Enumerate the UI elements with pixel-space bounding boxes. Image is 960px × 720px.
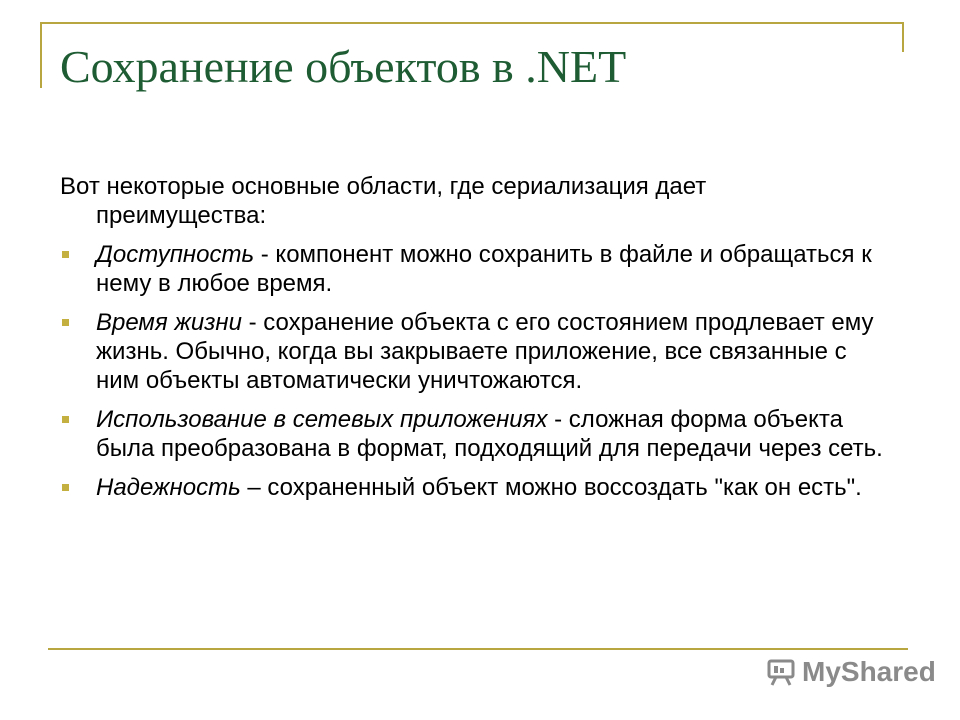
presentation-board-icon	[766, 657, 796, 687]
bullet-term: Использование в сетевых приложениях	[96, 406, 548, 433]
bullet-item-accessibility	[60, 240, 890, 298]
intro-line-1: Вот некоторые основные области, где сериализация дает	[60, 173, 707, 200]
square-bullet-icon	[62, 319, 69, 326]
myshared-logo	[766, 656, 936, 688]
slide-content	[60, 172, 890, 502]
bullet-text: – сохраненный объект можно воссоздать "как он есть".	[240, 474, 862, 501]
bullet-term: Время жизни	[96, 309, 242, 336]
square-bullet-icon	[62, 251, 69, 258]
square-bullet-icon	[62, 484, 69, 491]
slide-title: Сохранение объектов в .NET	[60, 41, 627, 92]
bullet-term: Надежность	[96, 474, 241, 501]
bullet-item-lifetime	[60, 308, 890, 395]
bullet-text: - компонент можно сохранить в файле и обращаться к нему в любое время.	[96, 241, 872, 297]
bullet-text: - сохранение объекта с его состоянием продлевает ему жизнь. Обычно, когда вы закрываете приложение, все связанные с ним объекты автоматически уничтожаются.	[96, 309, 874, 394]
right-divider	[902, 22, 904, 52]
logo-text: MyShared	[802, 656, 936, 687]
bullet-term: Доступность	[96, 241, 255, 268]
bullet-item-network	[60, 405, 890, 463]
top-divider	[40, 22, 904, 24]
square-bullet-icon	[62, 416, 69, 423]
bottom-divider	[48, 648, 908, 650]
bullet-text: - сложная форма объекта была преобразована в формат, подходящий для передачи через сеть.	[96, 406, 883, 462]
left-divider	[40, 22, 42, 88]
intro-paragraph	[60, 172, 890, 230]
bullet-item-reliability	[60, 473, 890, 502]
intro-line-2: преимущества:	[96, 202, 267, 229]
